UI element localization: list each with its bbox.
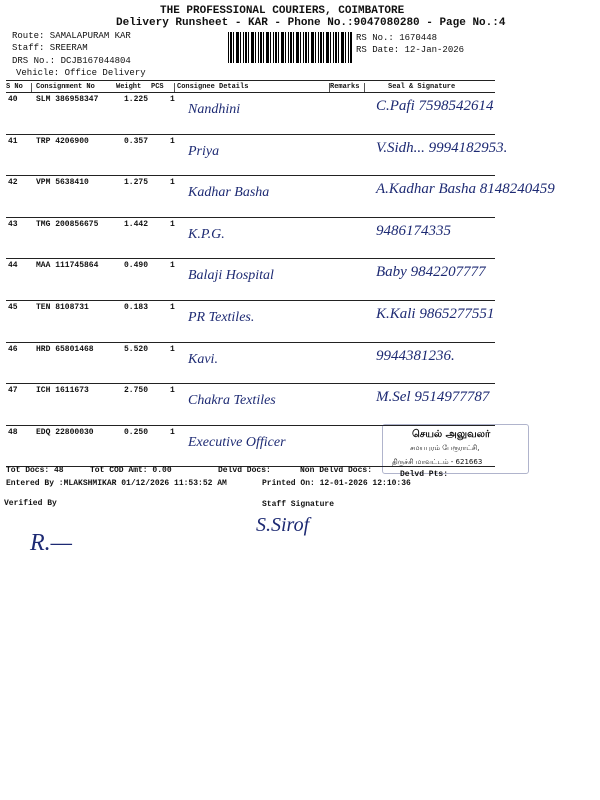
row-consignment-no: HRD 65801468 — [36, 344, 94, 354]
stamp-line-3: திருச்சி மாவட்டம் - 621663 — [392, 458, 483, 466]
total-docs: Tot Docs: 48 — [6, 466, 64, 475]
row-consignment-no: TRP 4206900 — [36, 136, 89, 146]
column-divider — [364, 83, 365, 92]
table-row — [0, 92, 600, 134]
column-sno: S No — [6, 83, 23, 91]
row-pcs: 1 — [170, 95, 175, 104]
row-consignee: Nandhini — [188, 102, 241, 117]
verified-by-signature: R.— — [30, 530, 72, 556]
column-divider — [329, 83, 330, 92]
company-title: THE PROFESSIONAL COURIERS, COIMBATORE — [160, 5, 405, 17]
row-weight: 1.442 — [124, 219, 149, 229]
row-seal-signature: M.Sel 9514977787 — [376, 389, 490, 406]
row-pcs: 1 — [170, 386, 175, 396]
row-weight: 1.225 — [124, 95, 149, 104]
row-consignee: PR Textiles. — [188, 310, 255, 325]
row-weight: 0.183 — [124, 303, 149, 312]
row-serial-no: 46 — [8, 344, 18, 354]
rs-no-label: RS No.: 1670448 — [356, 33, 438, 43]
row-seal-signature: V.Sidh... 9994182953. — [376, 139, 508, 156]
table-row — [0, 258, 600, 300]
row-consignee: Executive Officer — [188, 434, 286, 450]
delivered-points: Delvd Pts: — [400, 470, 449, 479]
column-consignee: Consignee Details — [177, 83, 249, 91]
row-seal-signature: A.Kadhar Basha 8148240459 — [376, 181, 555, 198]
row-pcs: 1 — [170, 136, 175, 146]
table-row — [0, 134, 600, 176]
row-serial-no: 43 — [8, 219, 18, 229]
row-consignment-no: MAA 111745864 — [36, 261, 99, 271]
stamp-line-1: செயல் அலுவலர் — [412, 429, 491, 440]
row-pcs: 1 — [170, 261, 175, 271]
table-row — [0, 342, 600, 384]
row-consignment-no: TEN 8108731 — [36, 303, 89, 312]
table-row — [0, 175, 600, 217]
barcode — [228, 32, 352, 63]
delivered-docs: Delvd Docs: — [218, 466, 271, 475]
row-seal-signature: Baby 9842207777 — [376, 264, 486, 281]
runsheet-title: Delivery Runsheet - KAR - Phone No.:9047080280 - Page No.:4 — [116, 17, 506, 29]
row-consignee: Balaji Hospital — [188, 268, 274, 284]
row-consignee: Chakra Textiles — [188, 393, 276, 409]
row-consignment-no: TMG 200856675 — [36, 219, 99, 229]
column-divider — [174, 83, 175, 92]
row-pcs: 1 — [170, 178, 175, 188]
staff-signature: S.Sirof — [256, 514, 310, 536]
row-consignee: K.P.G. — [188, 226, 225, 242]
printed-on: Printed On: 12-01-2026 12:10:36 — [262, 479, 411, 488]
row-pcs: 1 — [170, 427, 175, 437]
stamp-line-2: சமயபுரம் பேரூராட்சி, — [410, 444, 480, 452]
row-seal-signature: 9486174335 — [376, 222, 451, 239]
row-serial-no: 42 — [8, 178, 18, 188]
row-serial-no: 45 — [8, 303, 18, 312]
row-serial-no: 40 — [8, 95, 18, 104]
row-seal-signature: K.Kali 9865277551 — [376, 306, 495, 322]
drs-label: DRS No.: DCJB167044804 — [12, 56, 131, 66]
rs-date-label: RS Date: 12-Jan-2026 — [356, 45, 465, 55]
row-consignee: Kadhar Basha — [188, 185, 270, 201]
row-serial-no: 47 — [8, 386, 18, 396]
row-weight: 0.490 — [124, 261, 149, 271]
row-serial-no: 44 — [8, 261, 18, 271]
row-pcs: 1 — [170, 344, 175, 354]
total-cod-amount: Tot COD Amt: 0.00 — [90, 466, 172, 475]
row-weight: 5.520 — [124, 344, 149, 354]
table-row — [0, 383, 600, 425]
staff-signature-label: Staff Signature — [262, 500, 335, 509]
row-weight: 0.357 — [124, 136, 149, 146]
row-serial-no: 48 — [8, 427, 18, 437]
row-consignee: Kavi. — [188, 351, 218, 367]
column-weight: Weight — [116, 83, 142, 91]
row-consignment-no: ICH 1611673 — [36, 386, 89, 396]
table-row — [0, 217, 600, 259]
row-seal-signature: C.Pafi 7598542614 — [376, 98, 494, 114]
column-pcs: PCS — [151, 83, 164, 91]
row-weight: 1.275 — [124, 178, 149, 188]
column-divider — [31, 83, 32, 92]
column-consignment: Consignment No — [36, 83, 95, 91]
entered-by: Entered By :MLAKSHMIKAR 01/12/2026 11:53:52 AM — [6, 479, 227, 488]
table-header-top-rule — [6, 80, 495, 81]
column-remarks: Remarks — [330, 83, 360, 91]
staff-label: Staff: SREERAM — [12, 43, 88, 53]
row-weight: 2.750 — [124, 386, 149, 396]
verified-by-label: Verified By — [4, 499, 57, 508]
row-consignment-no: EDQ 22800030 — [36, 427, 94, 437]
route-label: Route: SAMALAPURAM KAR — [12, 31, 131, 41]
row-pcs: 1 — [170, 303, 175, 312]
row-consignment-no: VPM 5638410 — [36, 178, 89, 188]
row-consignment-no: SLM 386958347 — [36, 95, 99, 104]
row-weight: 0.250 — [124, 427, 149, 437]
vehicle-label: Vehicle: Office Delivery — [16, 68, 146, 78]
row-pcs: 1 — [170, 219, 175, 229]
table-row — [0, 300, 600, 342]
column-signature: Seal & Signature — [388, 83, 456, 91]
row-seal-signature: 9944381236. — [376, 347, 455, 364]
non-delivered-docs: Non Delvd Docs: — [300, 466, 373, 475]
row-serial-no: 41 — [8, 136, 18, 146]
row-consignee: Priya — [188, 143, 220, 159]
